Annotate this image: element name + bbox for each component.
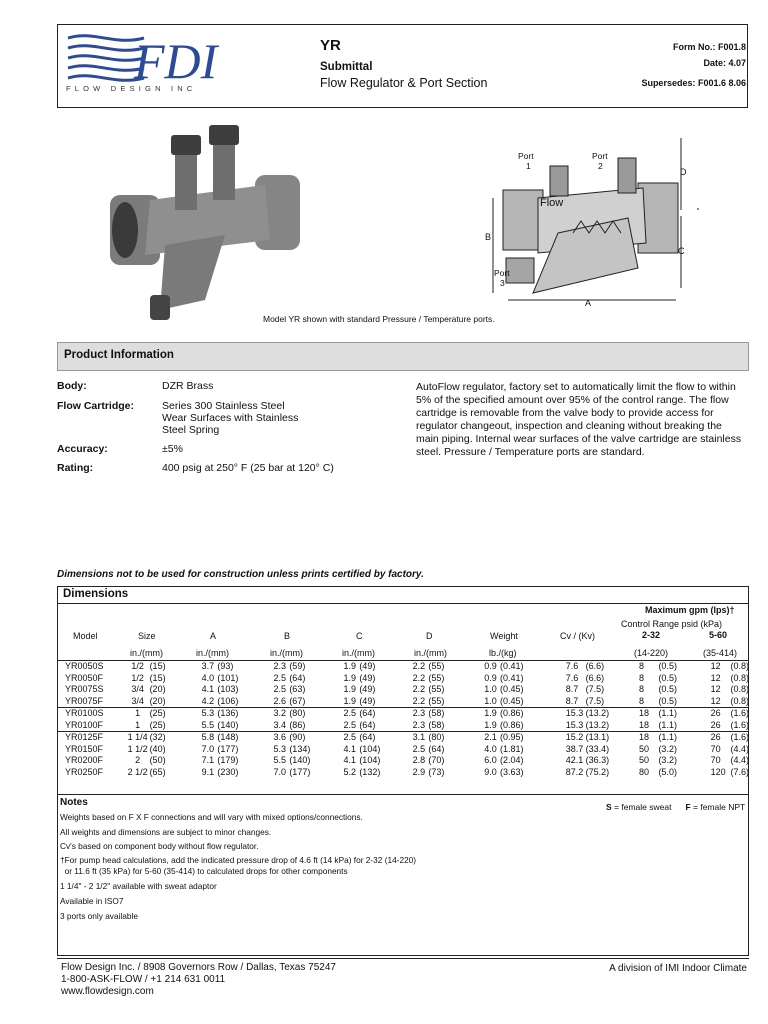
table-cell: 2.1 — [484, 732, 497, 742]
divider — [57, 603, 749, 604]
table-cell: (80) — [289, 708, 306, 718]
port1-number: 1 — [526, 161, 531, 171]
legend-s-key: S — [606, 802, 612, 812]
table-row — [57, 720, 749, 732]
table-cell: 1.9 — [344, 696, 360, 708]
dimension-a-label: A — [585, 298, 592, 308]
cell-model: YR0100S — [65, 708, 104, 718]
table-cell: (73) — [428, 766, 445, 777]
table-cell: (65) — [149, 766, 166, 777]
table-cell: 2 — [135, 755, 141, 765]
table-cell: 2.5 — [273, 672, 287, 683]
table-cell: 15.3 — [566, 720, 586, 732]
table-cell: (0.8) — [730, 672, 749, 683]
dimension-b-label: B — [485, 232, 492, 242]
table-cell: (0.86) — [500, 720, 566, 732]
table-cell: (0.86) — [500, 708, 524, 718]
logo-text: FDI — [134, 33, 218, 89]
table-cell: (59) — [289, 661, 343, 673]
unit-header: (14-220) — [634, 648, 669, 658]
port3-label: Port — [494, 268, 510, 278]
unit-header: lb./(kg) — [489, 648, 517, 658]
table-cell: 80 — [638, 766, 649, 777]
spec-value: Wear Surfaces with Stainless — [162, 412, 299, 424]
spec-value: ±5% — [162, 443, 183, 455]
table-cell: 1 — [126, 720, 150, 732]
table-cell: 12 — [710, 672, 721, 683]
table-cell: 4.1 — [201, 684, 215, 694]
note: Cv's based on component body without flow regulator. — [60, 841, 259, 851]
notes-title: Notes — [60, 797, 88, 808]
doc-type: Submittal — [320, 61, 373, 73]
table-row — [57, 708, 749, 720]
table-cell: (0.5) — [658, 684, 677, 694]
unit-header: in./(mm) — [130, 648, 163, 658]
table-cell: (1.1) — [658, 708, 677, 718]
table-cell: 18 — [638, 708, 649, 718]
table-cell: 5.3 — [273, 743, 287, 754]
table-cell: 3.7 — [202, 661, 218, 673]
dimension-d-label: D — [680, 167, 687, 177]
table-cell: (103) — [217, 684, 239, 694]
table-cell: 0.9 — [484, 672, 497, 683]
table-cell: (1.1) — [658, 732, 677, 742]
table-cell: (20) — [150, 696, 202, 708]
range1-header: 2-32 — [642, 630, 661, 640]
table-cell: 2.3 — [413, 720, 429, 732]
note: Weights based on F X F connections and will vary with mixed options/connections. — [60, 812, 363, 822]
table-cell: 1/2 — [126, 661, 150, 673]
control-range-header: Control Range psid (kPa) — [621, 619, 723, 629]
table-cell: (2.04) — [500, 755, 524, 765]
table-cell: (0.5) — [658, 661, 710, 673]
table-row — [57, 744, 749, 756]
table-cell: 6.0 — [484, 755, 497, 765]
note: †For pump head calculations, add the indicated pressure drop of 4.6 ft (14 kPa) for 2-32 (14-220) — [60, 855, 417, 865]
table-cell: (49) — [359, 684, 376, 694]
table-cell: 2.5 — [343, 708, 357, 718]
divider — [57, 958, 749, 959]
table-cell: 4.0 — [484, 743, 497, 754]
table-cell: (15) — [149, 672, 166, 683]
table-cell: (140) — [289, 755, 311, 765]
table-cell: 7.0 — [273, 766, 287, 777]
table-cell: (104) — [359, 743, 381, 754]
table-cell: (0.41) — [500, 661, 566, 673]
cell-model: YR0050F — [65, 672, 104, 683]
table-cell: (6.6) — [586, 661, 639, 673]
dimension-c-label: C — [678, 246, 685, 256]
table-cell: 2.2 — [412, 672, 426, 683]
table-cell: (4.4) — [730, 743, 749, 754]
column-header: Size — [138, 631, 156, 641]
table-cell: 1.9 — [343, 684, 357, 694]
table-cell: (13.2) — [585, 708, 610, 718]
table-cell: (132) — [359, 766, 381, 777]
footer-website-link[interactable]: www.flowdesign.com — [61, 986, 154, 997]
form-supersedes: Supersedes: F001.6 8.06 — [641, 78, 746, 88]
table-cell: 8 — [638, 684, 644, 694]
table-cell: 1 — [135, 708, 141, 718]
table-cell: (0.5) — [658, 696, 710, 708]
table-cell: (5.0) — [658, 766, 677, 777]
legend-f: = female NPT — [690, 802, 746, 812]
figure-caption: Model YR shown with standard Pressure / Temperature ports. — [263, 314, 495, 324]
table-cell: (0.8) — [730, 695, 749, 706]
table-cell: (49) — [359, 672, 376, 683]
doc-code: YR — [320, 37, 341, 54]
table-cell: 3.2 — [273, 708, 287, 718]
table-cell: (1.1) — [658, 720, 710, 732]
table-cell: 2.3 — [274, 661, 290, 673]
dimensions-table — [57, 660, 749, 778]
legend-f-key: F — [685, 802, 691, 812]
table-row — [57, 661, 749, 673]
table-cell: (140) — [217, 720, 273, 732]
table-cell: 1.0 — [484, 684, 497, 694]
spec-value: Steel Spring — [162, 424, 220, 436]
note: or 11.6 ft (35 kPa) for 5-60 (35-414) to calculated drops for other components — [60, 866, 348, 876]
table-cell: 12 — [710, 684, 721, 694]
spec-value: Series 300 Stainless Steel — [162, 400, 285, 412]
column-header: B — [284, 631, 291, 641]
port3-number: 3 — [500, 278, 505, 288]
table-row — [57, 767, 749, 779]
table-cell: 3/4 — [126, 696, 150, 708]
table-cell: 9.0 — [484, 766, 497, 777]
table-cell: 3.1 — [412, 732, 426, 742]
doc-title: Flow Regulator & Port Section — [320, 76, 488, 90]
table-cell: (177) — [217, 743, 239, 754]
table-cell: (0.8) — [730, 684, 749, 694]
table-cell: 7.0 — [201, 743, 215, 754]
cell-model: YR0200F — [65, 755, 104, 765]
table-cell: 9.1 — [201, 766, 215, 777]
table-cell: 2.2 — [412, 684, 426, 694]
table-cell: 1.9 — [344, 661, 360, 673]
table-cell: (33.4) — [585, 743, 610, 754]
table-cell: 1.9 — [484, 708, 497, 718]
table-cell: (58) — [428, 708, 445, 718]
table-cell: 3/4 — [131, 684, 144, 694]
table-cell: (93) — [217, 661, 273, 673]
cell-model: YR0075S — [65, 684, 104, 694]
unit-header: in./(mm) — [270, 648, 303, 658]
table-cell: 1/2 — [131, 672, 144, 683]
unit-header: in./(mm) — [342, 648, 375, 658]
table-row — [57, 732, 749, 744]
table-cell: (177) — [289, 766, 311, 777]
spec-value: DZR Brass — [162, 380, 214, 392]
table-cell: (64) — [289, 672, 306, 683]
table-cell: 2.3 — [412, 708, 426, 718]
dimensions-title: Dimensions — [63, 588, 129, 600]
table-cell: (7.5) — [586, 696, 639, 708]
table-cell: 1.9 — [484, 720, 500, 732]
table-cell: 5.8 — [201, 732, 215, 742]
table-cell: 26 — [710, 708, 721, 718]
table-cell: 8 — [638, 672, 644, 683]
table-cell: (64) — [359, 732, 376, 742]
port1-label: Port — [518, 151, 534, 161]
table-cell: 120 — [710, 766, 726, 777]
table-cell: (6.6) — [585, 672, 605, 683]
table-cell: 4.1 — [343, 743, 357, 754]
table-cell: 26 — [711, 720, 731, 732]
column-header: A — [210, 631, 217, 641]
table-cell: (80) — [428, 732, 445, 742]
table-cell: (15) — [150, 661, 202, 673]
table-cell: 7.6 — [566, 661, 586, 673]
table-cell: (0.45) — [500, 684, 524, 694]
table-cell: (90) — [289, 732, 306, 742]
form-number: Form No.: F001.8 — [672, 42, 746, 52]
table-cell: (49) — [359, 696, 412, 708]
table-cell: (3.2) — [658, 755, 677, 765]
table-cell: (1.6) — [730, 719, 749, 730]
table-row — [57, 696, 749, 708]
table-cell: 5.5 — [202, 720, 218, 732]
table-cell: 2 1/2 — [127, 766, 148, 777]
section-title: Product Information — [64, 349, 174, 361]
table-cell: 18 — [639, 720, 658, 732]
table-cell: 26 — [710, 732, 721, 742]
table-cell: (75.2) — [585, 766, 610, 777]
table-cell: (20) — [149, 684, 166, 694]
spec-label: Body: — [57, 380, 87, 392]
table-cell: (13.1) — [585, 732, 610, 742]
dimensions-warning: Dimensions not to be used for construction unless prints certified by factory. — [57, 569, 424, 580]
cell-model: YR0075F — [57, 696, 126, 708]
product-description: AutoFlow regulator, factory set to automatically limit the flow to within 5% of the specified amount over 95% of the control range. The flow cartridge is removable from the valve body to provide access for regulator changeout, inspection and cleaning without breaking the main piping. Internal wear surfaces of the valve cartridge are stainless steel. Pressure / Temperature ports are standard. — [416, 381, 742, 458]
table-cell: (1.6) — [730, 708, 749, 718]
footer-division: A division of IMI Indoor Climate — [609, 963, 747, 974]
unit-header: (35-414) — [703, 648, 738, 658]
table-cell: (230) — [217, 766, 239, 777]
range2-header: 5-60 — [709, 630, 728, 640]
table-cell: (55) — [428, 696, 484, 708]
table-cell: (136) — [217, 708, 239, 718]
table-cell: (64) — [359, 720, 412, 732]
table-cell: 87.2 — [565, 766, 584, 777]
table-cell: (55) — [428, 661, 484, 673]
table-cell: (106) — [217, 696, 273, 708]
table-cell: (50) — [149, 755, 166, 765]
note: All weights and dimensions are subject to minor changes. — [60, 827, 272, 837]
footer-phone: 1-800-ASK-FLOW / +1 214 631 0011 — [61, 974, 226, 985]
unit-header: in./(mm) — [196, 648, 229, 658]
table-cell: 12 — [711, 696, 731, 708]
table-cell: (55) — [428, 684, 445, 694]
table-cell: 0.9 — [484, 661, 500, 673]
table-cell: 5.3 — [201, 708, 215, 718]
cell-model: YR0100F — [57, 720, 126, 732]
table-cell: (55) — [428, 672, 445, 683]
table-cell: 4.1 — [343, 755, 357, 765]
table-cell: 2.9 — [412, 766, 426, 777]
table-cell: 2.6 — [274, 696, 290, 708]
table-cell: 42.1 — [565, 755, 584, 765]
connection-legend — [606, 802, 745, 812]
note: 3 ports only available — [60, 911, 138, 921]
table-cell: (86) — [289, 720, 343, 732]
table-cell: 7.6 — [565, 672, 579, 683]
table-cell: 4.2 — [202, 696, 218, 708]
table-cell: 1 1/2 — [127, 743, 148, 754]
flow-label: Flow — [540, 197, 564, 209]
table-cell: (13.2) — [586, 720, 639, 732]
spec-value: 400 psig at 250° F (25 bar at 120° C) — [162, 462, 334, 474]
column-header: Cv / (Kv) — [560, 631, 595, 641]
table-cell: 5.2 — [343, 766, 357, 777]
table-cell: (70) — [428, 755, 445, 765]
footer-website[interactable] — [61, 986, 154, 997]
spec-label: Flow Cartridge: — [57, 400, 135, 412]
table-cell: (40) — [149, 743, 166, 754]
table-cell: 15.2 — [565, 732, 584, 742]
port2-number: 2 — [598, 161, 603, 171]
table-cell: 38.7 — [565, 743, 584, 754]
column-header: Model — [73, 631, 98, 641]
cell-model: YR0250F — [65, 766, 104, 777]
table-cell: (3.63) — [500, 766, 524, 777]
table-cell: 3.4 — [274, 720, 290, 732]
table-cell: 7.1 — [201, 755, 215, 765]
table-cell: 2.5 — [343, 732, 357, 742]
table-cell: (148) — [217, 732, 239, 742]
table-cell: 4.0 — [201, 672, 215, 683]
table-cell: (0.95) — [500, 732, 524, 742]
table-cell: (4.4) — [730, 755, 749, 765]
table-cell: 8.7 — [566, 696, 586, 708]
table-row — [57, 673, 749, 685]
port2-label: Port — [592, 151, 608, 161]
cell-model: YR0125F — [65, 732, 104, 742]
table-cell: 2.5 — [344, 720, 360, 732]
table-cell: (64) — [359, 708, 376, 718]
table-cell: (58) — [428, 720, 484, 732]
table-cell: (7.5) — [585, 684, 605, 694]
table-cell: 3.6 — [273, 732, 287, 742]
form-date: Date: 4.07 — [703, 58, 746, 68]
divider — [57, 794, 749, 795]
spec-label: Rating: — [57, 462, 94, 474]
note: 1 1/4" - 2 1/2" available with sweat adaptor — [60, 881, 217, 891]
footer-address: Flow Design Inc. / 8908 Governors Row / Dallas, Texas 75247 — [61, 962, 336, 973]
table-cell: (7.6) — [730, 766, 749, 777]
table-cell: (63) — [289, 684, 306, 694]
table-cell: 70 — [710, 743, 721, 754]
cell-model: YR0050S — [57, 661, 126, 673]
table-cell: (36.3) — [585, 755, 610, 765]
table-cell: (1.81) — [500, 743, 524, 754]
table-cell: 2.2 — [413, 661, 429, 673]
table-cell: 8 — [639, 661, 658, 673]
table-cell: (49) — [359, 661, 412, 673]
table-row — [57, 755, 749, 767]
table-cell: (179) — [217, 755, 239, 765]
table-row — [57, 684, 749, 696]
table-cell: (67) — [289, 696, 343, 708]
table-cell: (0.41) — [500, 672, 524, 683]
table-cell: (25) — [150, 720, 202, 732]
table-cell: 8.7 — [565, 684, 579, 694]
table-cell: 70 — [710, 755, 721, 765]
unit-header: in./(mm) — [414, 648, 447, 658]
table-cell: (32) — [149, 732, 166, 742]
table-cell: (0.45) — [500, 696, 566, 708]
table-cell: (104) — [359, 755, 381, 765]
table-cell: 2.8 — [412, 755, 426, 765]
table-cell: (25) — [149, 708, 166, 718]
table-cell: (0.8) — [730, 661, 749, 671]
table-cell: 1.0 — [484, 696, 500, 708]
max-gpm-header: Maximum gpm (lps)† — [645, 605, 735, 615]
table-cell: (64) — [428, 743, 445, 754]
table-cell: 2.2 — [413, 696, 429, 708]
table-cell: 50 — [638, 755, 649, 765]
table-cell: 5.5 — [273, 755, 287, 765]
table-cell: (3.2) — [658, 743, 677, 754]
table-cell: (134) — [289, 743, 311, 754]
table-cell: 50 — [638, 743, 649, 754]
cell-model: YR0150F — [65, 743, 104, 754]
spec-label: Accuracy: — [57, 443, 108, 455]
table-cell: (0.5) — [658, 672, 677, 683]
table-cell: 15.3 — [565, 708, 584, 718]
table-cell: 2.5 — [273, 684, 287, 694]
table-cell: 1 1/4 — [127, 732, 148, 742]
table-cell: 1.9 — [343, 672, 357, 683]
table-cell: (101) — [217, 672, 239, 683]
table-cell: (1.6) — [730, 732, 749, 742]
column-header: D — [426, 631, 433, 641]
table-cell: 12 — [711, 661, 731, 673]
column-header: C — [356, 631, 363, 641]
note: Available in ISO7 — [60, 896, 124, 906]
column-header: Weight — [490, 631, 518, 641]
table-cell: 8 — [639, 696, 658, 708]
legend-s: = female sweat — [611, 802, 672, 812]
valve-photo — [105, 115, 305, 335]
table-cell: 2.5 — [412, 743, 426, 754]
table-cell: 18 — [638, 732, 649, 742]
logo-subtitle: FLOW DESIGN INC — [66, 84, 197, 93]
